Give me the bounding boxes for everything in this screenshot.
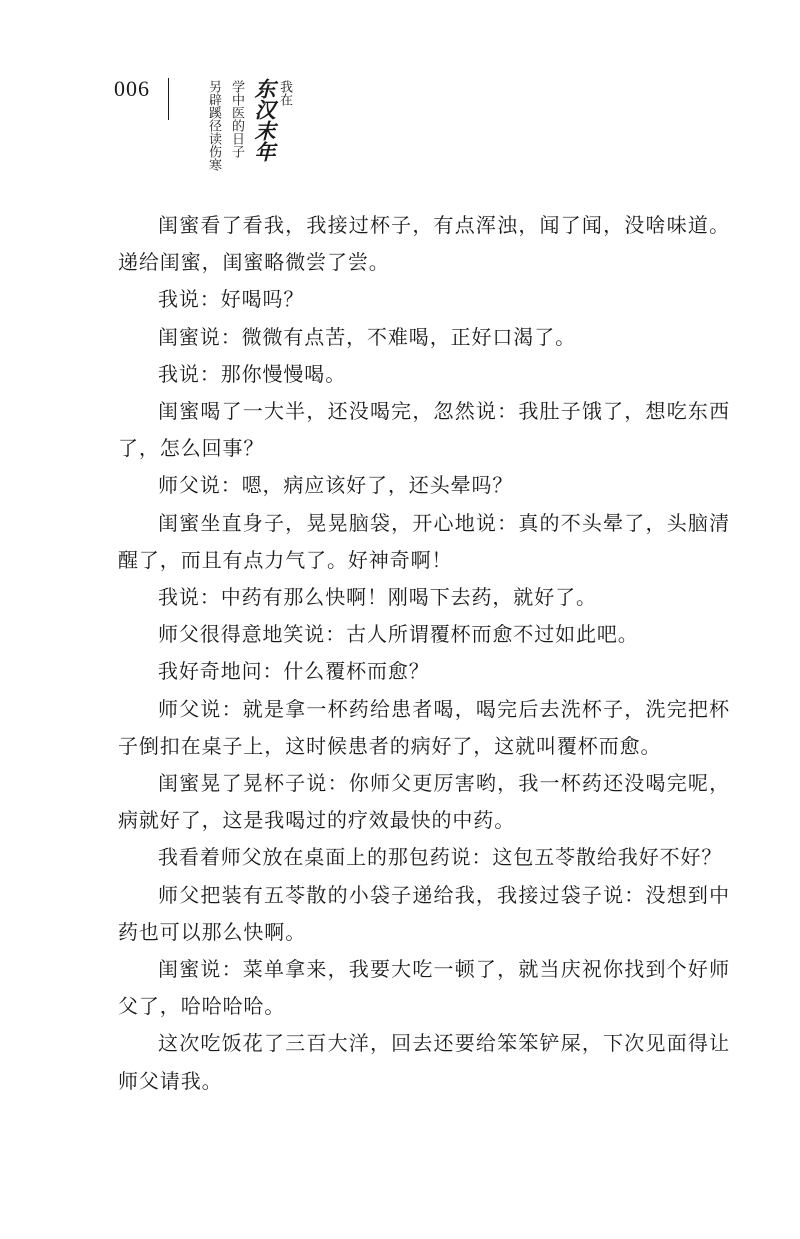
paragraph: 我看着师父放在桌面上的那包药说：这包五苓散给我好不好？ — [158, 845, 723, 870]
header-divider — [168, 78, 169, 120]
page-number: 006 — [114, 76, 150, 101]
paragraph: 这次吃饭花了三百大洋，回去还要给笨笨铲屎，下次见面得让师父请我。 — [118, 1031, 730, 1093]
paragraph: 我说：好喝吗？ — [158, 287, 305, 312]
paragraph: 师父很得意地笑说：古人所谓覆杯而愈不过如此吧。 — [158, 622, 639, 647]
paragraph: 我好奇地问：什么覆杯而愈？ — [158, 659, 430, 684]
paragraph: 闺蜜看了看我，我接过杯子，有点浑浊，闻了闻，没啥味道。递给闺蜜，闺蜜略微尝了尝。 — [118, 213, 730, 275]
book-title-line-3: 学中医的日子 — [229, 80, 244, 158]
paragraph: 闺蜜晃了晃杯子说：你师父更厉害哟，我一杯药还没喝完呢，病就好了，这是我喝过的疗效最快的中药。 — [118, 771, 730, 833]
paragraph: 我说：中药有那么快啊！刚喝下去药，就好了。 — [158, 585, 597, 610]
body-text — [118, 207, 730, 1100]
book-subtitle: 另辟蹊径读伤寒 — [206, 80, 221, 171]
paragraph: 闺蜜说：微微有点苦，不难喝，正好口渴了。 — [158, 324, 576, 349]
paragraph: 闺蜜说：菜单拿来，我要大吃一顿了，就当庆祝你找到个好师父了，哈哈哈哈。 — [118, 957, 730, 1019]
paragraph: 我说：那你慢慢喝。 — [158, 361, 347, 386]
book-title-line-2: 东汉末年 — [252, 78, 277, 162]
paragraph: 师父把装有五苓散的小袋子递给我，我接过袋子说：没想到中药也可以那么快啊。 — [118, 882, 730, 944]
paragraph: 闺蜜喝了一大半，还没喝完，忽然说：我肚子饿了，想吃东西了，怎么回事？ — [118, 399, 730, 461]
paragraph: 闺蜜坐直身子，晃晃脑袋，开心地说：真的不头晕了，头脑清醒了，而且有点力气了。好神奇啊！ — [118, 510, 730, 572]
paragraph: 师父说：嗯，病应该好了，还头晕吗？ — [158, 473, 514, 498]
book-title-line-1: 我在 — [277, 80, 292, 106]
paragraph: 师父说：就是拿一杯药给患者喝，喝完后去洗杯子，洗完把杯子倒扣在桌子上，这时候患者的病好了，这就叫覆杯而愈。 — [118, 696, 730, 758]
page-header — [0, 0, 800, 180]
